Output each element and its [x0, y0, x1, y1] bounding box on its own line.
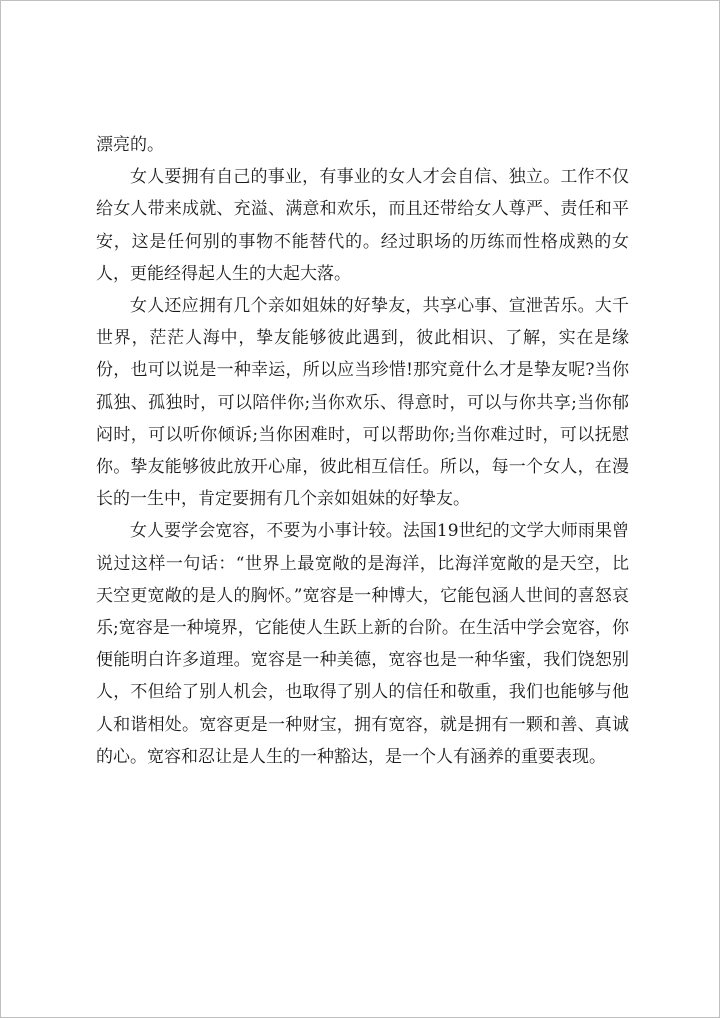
paragraph-continuation: 漂亮的。: [96, 135, 164, 155]
paragraph-career: 女人要拥有自己的事业，有事业的女人才会自信、独立。工作不仅给女人带来成就、充溢、满意和欢乐，而且还带给女人尊严、责任和平安，这是任何别的事物不能替代的。经过职场的历练而性格成熟的女人，更能经得起人生的大起大落。: [96, 167, 629, 284]
paragraph-friends: 女人还应拥有几个亲如姐妹的好挚友，共享心事、宣泄苦乐。大千世界，茫茫人海中，挚友能够彼此遇到，彼此相识、了解，实在是缘份，也可以说是一种幸运，所以应当珍惜!那究竟什么才是挚友呢?当你孤独、孤独时，可以陪伴你;当你欢乐、得意时，可以与你共享;当你郁闷时，可以听你倾诉;当你困难时，可以帮助你;当你难过时，可以抚慰你。挚友能够彼此放开心扉，彼此相互信任。所以，每一个女人，在漫长的一生中，肯定要拥有几个亲如姐妹的好挚友。: [96, 296, 629, 510]
document-body: [96, 129, 629, 773]
paragraph-tolerance: 女人要学会宽容，不要为小事计较。法国19世纪的文学大师雨果曾说过这样一句话：“世界上最宽敞的是海洋，比海洋宽敞的是天空，比天空更宽敞的是人的胸怀。”宽容是一种博大，它能包涵人世间的喜怒哀乐;宽容是一种境界，它能使人生跃上新的台阶。在生活中学会宽容，你便能明白许多道理。宽容是一种美德，宽容也是一种华蜜，我们饶恕别人，不但给了别人机会，也取得了别人的信任和敬重，我们也能够与他人和谐相处。宽容更是一种财宝，拥有宽容，就是拥有一颗和善、真诚的心。宽容和忍让是人生的一种豁达，是一个人有涵养的重要表现。: [96, 521, 629, 767]
